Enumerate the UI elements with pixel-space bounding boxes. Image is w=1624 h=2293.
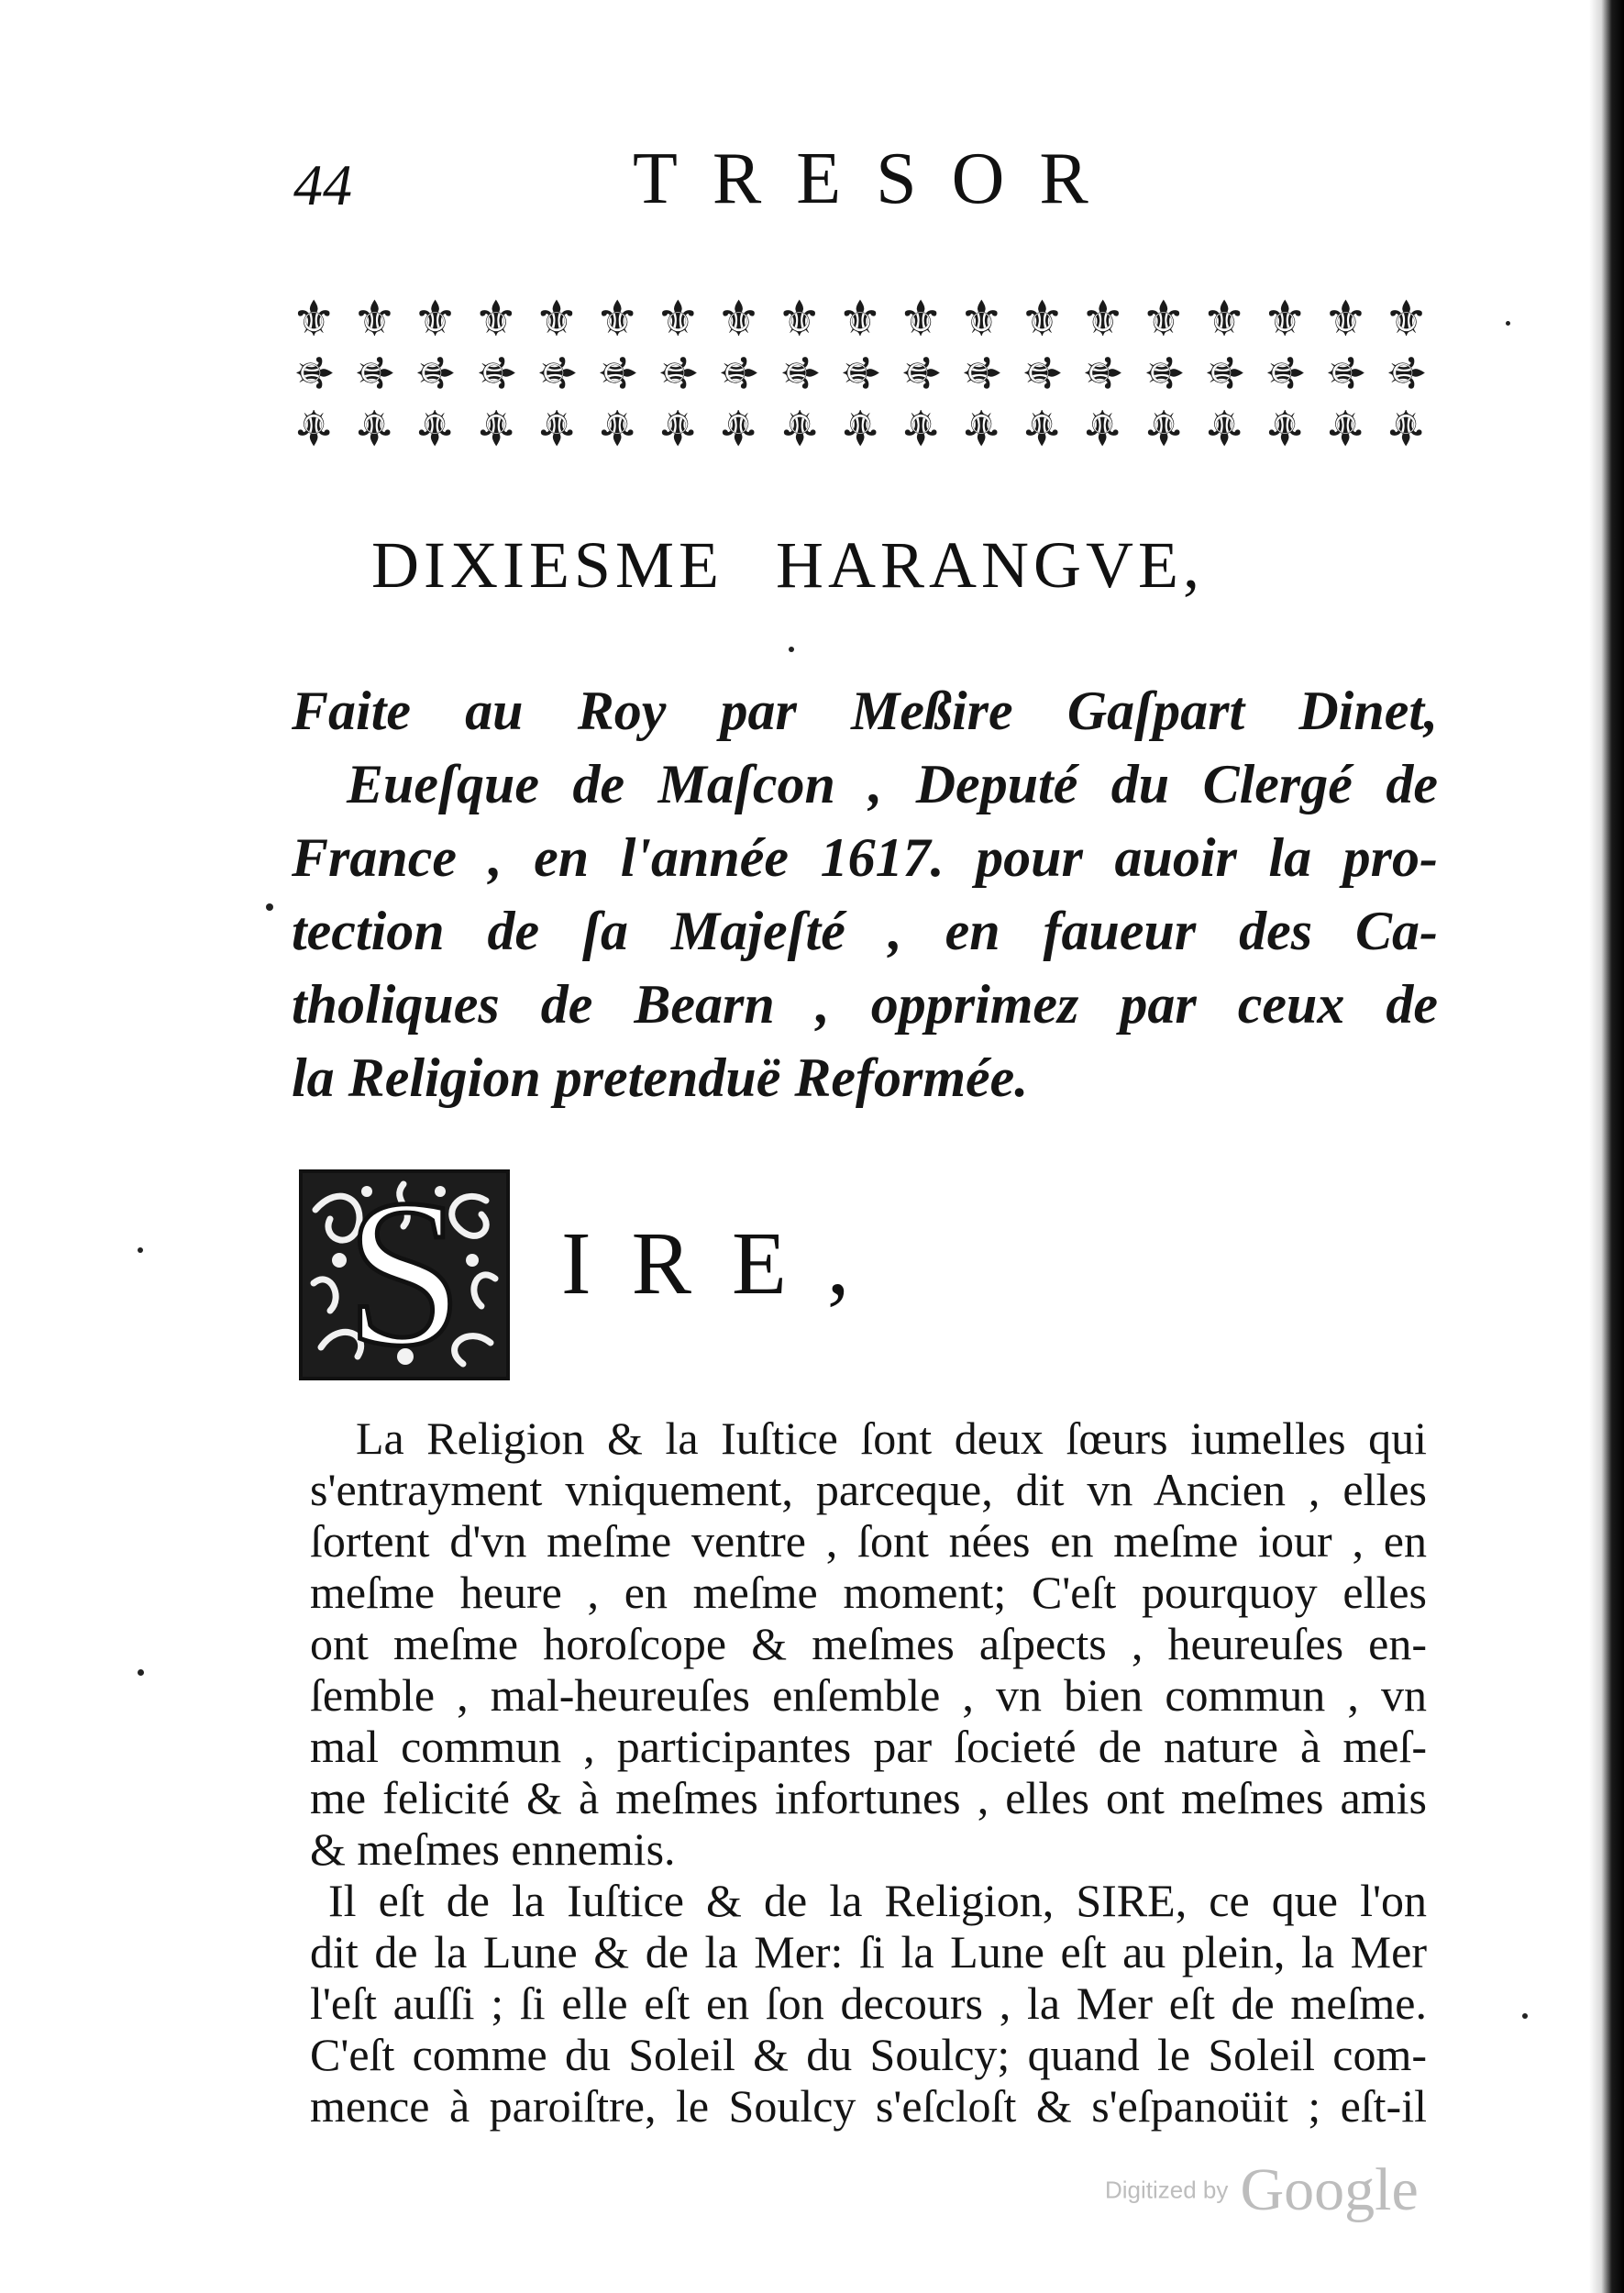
fleuron-icon: ⚜ <box>1141 290 1187 348</box>
running-title: TRESOR <box>633 138 1123 219</box>
ink-speck <box>1522 2013 1528 2019</box>
page-edge-shadow <box>1589 0 1624 2293</box>
fleuron-icon: ⚜ <box>1263 290 1308 348</box>
text-line: meſme heure , en meſme moment; C'eſt pourquoy elles <box>310 1567 1427 1618</box>
text-line: dit de la Lune & de la Mer: ſi la Lune eſt au plein, la Mer <box>310 1926 1427 1977</box>
fleuron-icon: ⚜ <box>777 290 822 348</box>
fleuron-icon: ⚜ <box>1201 398 1247 456</box>
text-line: s'entrayment vniquement, parceque, dit vn Ancien , elles <box>310 1464 1427 1515</box>
fleuron-icon: ⚜ <box>837 398 883 456</box>
fleuron-icon: ⚜ <box>1384 398 1429 456</box>
fleuron-icon: ⚜ <box>352 398 397 456</box>
harangue-title: DIXIESME HARANGVE, <box>371 528 1204 602</box>
fleuron-icon: ⚜ <box>473 290 518 348</box>
text-line: C'eſt comme du Soleil & du Soulcy; quand le Soleil com- <box>310 2029 1427 2080</box>
fleuron-icon: ⚜ <box>345 350 403 395</box>
fleuron-icon: ⚜ <box>594 290 640 348</box>
fleuron-icon: ⚜ <box>710 350 768 395</box>
fleuron-icon: ⚜ <box>831 350 889 395</box>
ink-speck <box>1506 321 1510 326</box>
decorated-initial <box>299 1156 510 1390</box>
fleuron-icon: ⚜ <box>898 398 944 456</box>
fleuron-icon: ⚜ <box>1201 290 1247 348</box>
fleuron-icon: ⚜ <box>648 350 707 395</box>
ornament-row <box>284 346 1436 400</box>
text-line: ſortent d'vn meſme ventre , ſont nées en meſme iour , en <box>310 1515 1427 1567</box>
fleuron-icon: ⚜ <box>284 350 343 395</box>
fleuron-icon: ⚜ <box>1074 350 1132 395</box>
text-line: l'eſt auſſi ; ſi elle eſt en ſon decours , la Mer eſt de meſme. <box>310 1977 1427 2029</box>
fleuron-icon: ⚜ <box>716 290 761 348</box>
harangue-subtitle <box>292 674 1438 1114</box>
fleuron-icon: ⚜ <box>1323 398 1368 456</box>
fleuron-icon: ⚜ <box>467 350 525 395</box>
fleuron-icon: ⚜ <box>898 290 944 348</box>
text-line: me felicité & à meſmes infortunes , elles ont meſmes amis <box>310 1772 1427 1823</box>
ink-speck <box>266 903 273 911</box>
digitized-watermark <box>1105 2155 1419 2225</box>
fleuron-icon: ⚜ <box>777 398 822 456</box>
fleuron-icon: ⚜ <box>1384 290 1429 348</box>
fleuron-icon: ⚜ <box>656 398 701 456</box>
text-line: ont meſme horoſcope & meſmes aſpects , heureuſes en- <box>310 1618 1427 1669</box>
fleuron-icon: ⚜ <box>1020 398 1065 456</box>
fleuron-icon: ⚜ <box>292 398 337 456</box>
fleuron-icon: ⚜ <box>656 290 701 348</box>
ornament-row <box>292 292 1429 346</box>
ink-speck <box>138 1247 143 1253</box>
body-text <box>310 1412 1427 2132</box>
fleuron-icon: ⚜ <box>406 350 465 395</box>
ornament-row <box>292 400 1429 454</box>
fleuron-icon: ⚜ <box>770 350 829 395</box>
fleuron-icon: ⚜ <box>473 398 518 456</box>
watermark-caption: Digitized by <box>1105 2176 1229 2204</box>
fleuron-icon: ⚜ <box>413 398 458 456</box>
fleuron-icon: ⚜ <box>959 290 1004 348</box>
fleuron-icon: ⚜ <box>891 350 950 395</box>
fleuron-icon: ⚜ <box>352 290 397 348</box>
subtitle-line: tholiques de Bearn , opprimez par ceux de <box>292 974 1438 1035</box>
ink-speck <box>138 1669 144 1676</box>
fleuron-icon: ⚜ <box>716 398 761 456</box>
fleuron-icon: ⚜ <box>1080 398 1125 456</box>
subtitle-line: Faite au Roy par Meßire Gaſpart Dinet, <box>292 681 1438 741</box>
fleuron-icon: ⚜ <box>594 398 640 456</box>
subtitle-line: tection de ſa Majeſté , en faueur des Ca- <box>292 901 1438 961</box>
page-header <box>293 138 1431 238</box>
fleuron-icon: ⚜ <box>1377 350 1436 395</box>
fleuron-icon: ⚜ <box>837 290 883 348</box>
fleuron-icon: ⚜ <box>1255 350 1314 395</box>
fleuron-icon: ⚜ <box>1195 350 1254 395</box>
fleuron-icon: ⚜ <box>952 350 1011 395</box>
page-number: 44 <box>293 152 352 217</box>
watermark-brand: Google <box>1240 2156 1419 2223</box>
fleuron-icon: ⚜ <box>959 398 1004 456</box>
subtitle-line: France , en l'année 1617. pour auoir la pro- <box>292 827 1438 888</box>
fleuron-icon: ⚜ <box>1134 350 1193 395</box>
fleuron-icon: ⚜ <box>1020 290 1065 348</box>
fleuron-icon: ⚜ <box>1012 350 1071 395</box>
text-line: ſemble , mal-heureuſes enſemble , vn bien commun , vn <box>310 1669 1427 1721</box>
fleuron-icon: ⚜ <box>1141 398 1187 456</box>
drop-cap-letter: S <box>346 1156 463 1390</box>
text-line: mence à paroiſtre, le Soulcy s'eſcloſt & s'eſpanoüit ; eſt-il <box>310 2080 1427 2132</box>
fleuron-icon: ⚜ <box>1323 290 1368 348</box>
fleuron-icon: ⚜ <box>1080 290 1125 348</box>
fleuron-icon: ⚜ <box>292 290 337 348</box>
text-line: mal commun , participantes par ſocieté de nature à meſ- <box>310 1721 1427 1772</box>
salutation-text: IRE, <box>561 1214 890 1313</box>
subtitle-line: Eueſque de Maſcon , Deputé du Clergé de <box>347 754 1438 814</box>
fleuron-ornament-band <box>284 290 1436 456</box>
fleuron-icon: ⚜ <box>534 290 580 348</box>
fleuron-icon: ⚜ <box>1316 350 1375 395</box>
ink-speck <box>789 647 794 652</box>
fleuron-icon: ⚜ <box>534 398 580 456</box>
fleuron-icon: ⚜ <box>527 350 586 395</box>
fleuron-icon: ⚜ <box>1263 398 1308 456</box>
text-line: La Religion & la Iuſtice ſont deux ſœurs iumelles qui <box>356 1412 1427 1464</box>
fleuron-icon: ⚜ <box>413 290 458 348</box>
subtitle-line: la Religion pretenduë Reformée. <box>292 1047 1029 1108</box>
text-line: Il eſt de la Iuſtice & de la Religion, SIRE, ce que l'on <box>328 1875 1427 1926</box>
fleuron-icon: ⚜ <box>588 350 646 395</box>
text-line: & meſmes ennemis. <box>310 1823 676 1875</box>
